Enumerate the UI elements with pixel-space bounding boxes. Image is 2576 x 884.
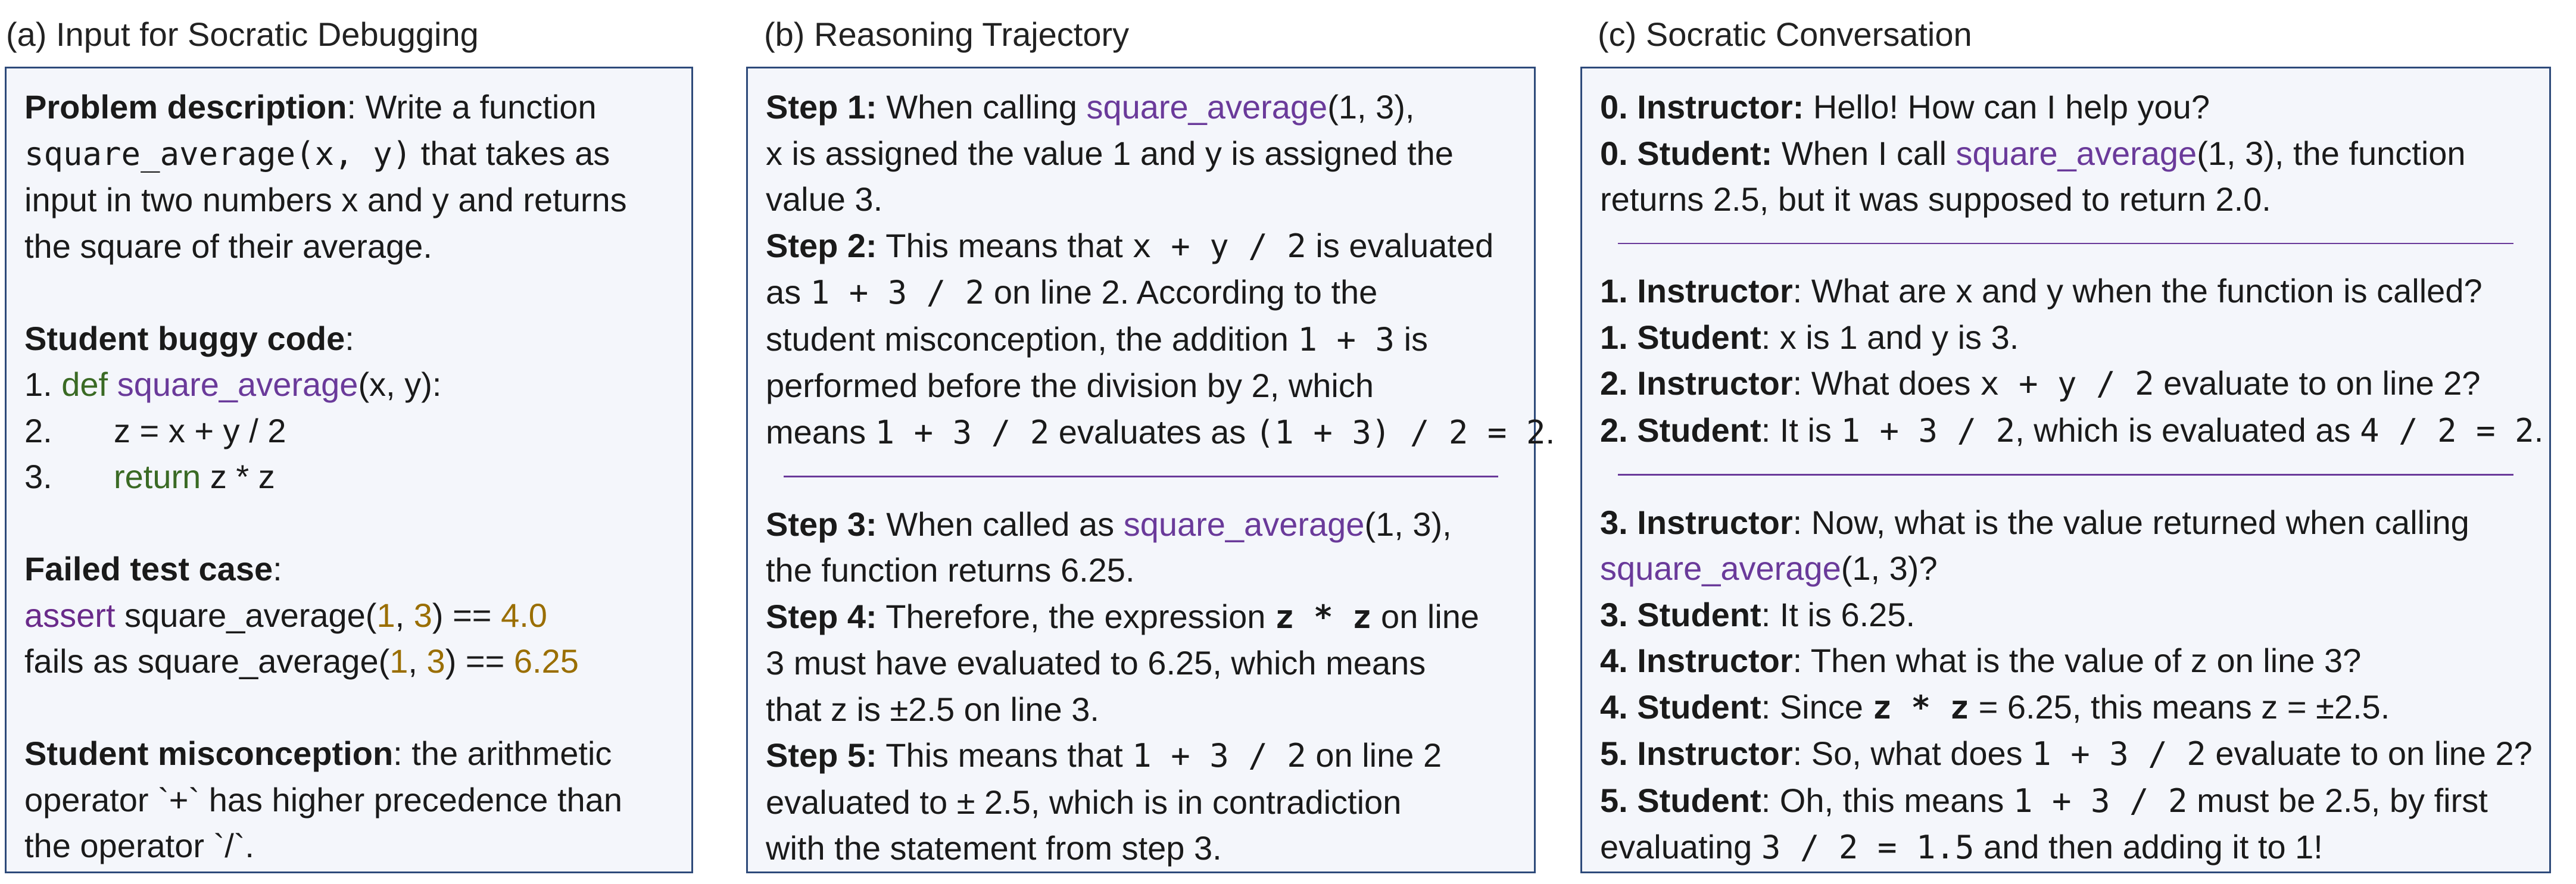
step-4-line-3: that z is ±2.5 on line 3.	[766, 690, 1099, 728]
problem-line-4: the square of their average.	[24, 227, 432, 265]
problem-text: : Write a function	[347, 88, 597, 126]
step-label: Step 2:	[766, 226, 877, 264]
turn-4-instructor	[1600, 638, 2549, 684]
function-name: square_average	[1123, 505, 1365, 543]
buggy-code-label: Student buggy code	[24, 319, 345, 357]
utterance-text: evaluate to on line 2?	[2206, 735, 2533, 772]
code-expression: z * z	[1872, 688, 1970, 726]
code-expression: 1 + 3 / 2	[1841, 411, 2016, 449]
step-text: means	[766, 413, 875, 451]
divider	[1618, 243, 2513, 245]
code-expression: 1 + 3	[1298, 320, 1395, 358]
utterance-text: : It is 6.25.	[1761, 595, 1916, 633]
number-literal: 4.0	[501, 596, 547, 634]
speaker-label: 3. Student	[1600, 595, 1761, 633]
step-text: When calling	[877, 88, 1087, 126]
code-expression: 4 / 2 = 2	[2360, 411, 2534, 449]
step-2-line-3	[766, 316, 1534, 363]
number-literal: 3	[426, 642, 445, 680]
keyword-return: return	[114, 458, 201, 495]
utterance-text: must be 2.5, by first	[2187, 781, 2488, 819]
step-text: This means that	[877, 736, 1133, 774]
step-2-line-4: performed before the division by 2, which	[766, 367, 1374, 404]
code-text: fails as square_average(	[24, 642, 390, 680]
misconception-line-2: operator `+` has higher precedence than	[24, 780, 622, 819]
code-expression: (1 + 3) / 2 = 2	[1255, 413, 1546, 451]
step-text: This means that	[877, 226, 1133, 264]
misconception-line-1	[24, 730, 691, 777]
step-3-line-2: the function returns 6.25.	[766, 551, 1135, 589]
code-expression: z * z	[1274, 598, 1372, 636]
code-line-2	[24, 408, 691, 454]
step-3-line-1	[766, 501, 1534, 548]
speaker-label: 1. Instructor	[1600, 272, 1793, 310]
step-text: evaluates as	[1049, 413, 1255, 451]
misconception-label: Student misconception	[24, 735, 394, 772]
step-text: When called as	[877, 505, 1124, 543]
step-4-line-1	[766, 594, 1534, 641]
code-text: square_average(	[115, 596, 377, 634]
step-text: on line 2. According to the	[984, 273, 1378, 311]
utterance-text: evaluating	[1600, 828, 1761, 866]
step-text: is	[1395, 320, 1429, 358]
code-text: ,	[408, 642, 427, 680]
problem-text: that takes as	[411, 134, 610, 172]
failed-test-heading: Failed test case:	[24, 550, 282, 588]
function-name: square_average	[1956, 134, 2197, 172]
code-expression: x + y / 2	[1132, 227, 1306, 265]
code-line-3	[24, 454, 691, 500]
turn-2-instructor	[1600, 360, 2549, 407]
problem-label: Problem description	[24, 88, 347, 126]
utterance-text: : What are x and y when the function is called?	[1792, 272, 2483, 310]
code-text: z * z	[201, 458, 275, 495]
turn-0-student-cont: returns 2.5, but it was supposed to return 2.0.	[1600, 180, 2271, 218]
line-number: 2.	[24, 411, 52, 449]
step-text: (1, 3),	[1327, 88, 1415, 126]
speaker-label: 0. Student:	[1600, 134, 1773, 172]
step-text: on line	[1371, 597, 1480, 635]
step-text: (1, 3),	[1364, 505, 1452, 543]
panel-c-title: (c) Socratic Conversation	[1598, 15, 1972, 53]
misconception-line-3: the operator `/`.	[24, 827, 254, 864]
utterance-text: : x is 1 and y is 3.	[1761, 318, 2019, 356]
panel-b-title: (b) Reasoning Trajectory	[764, 15, 1130, 53]
problem-line-3: input in two numbers x and y and returns	[24, 181, 627, 218]
turn-5-instructor	[1600, 730, 2549, 777]
keyword-def: def	[61, 366, 108, 403]
step-1-line-1	[766, 84, 1534, 130]
step-2-line-5	[766, 409, 1555, 456]
turn-3-instructor-cont	[1600, 545, 2549, 592]
panel-input	[5, 67, 693, 873]
assert-line	[24, 592, 691, 639]
utterance-text: evaluate to on line 2?	[2154, 364, 2481, 402]
speaker-label: 2. Student	[1600, 411, 1761, 449]
step-5-line-2: evaluated to ± 2.5, which is in contradiction	[766, 783, 1402, 821]
code-expression: 1 + 3 / 2	[2013, 782, 2188, 820]
turn-0-instructor	[1600, 84, 2549, 130]
number-literal: 6.25	[513, 642, 579, 680]
misconception-text: : the arithmetic	[393, 735, 612, 772]
turn-5-student	[1600, 777, 2549, 824]
turn-4-student	[1600, 684, 2549, 731]
code-text: (x, y):	[358, 366, 442, 403]
utterance-text: : What does	[1792, 364, 1980, 402]
utterance-text: .	[2534, 411, 2544, 449]
utterance-text: and then adding it to 1!	[1974, 828, 2323, 866]
speaker-label: 4. Instructor	[1600, 642, 1793, 679]
turn-5-student-cont	[1600, 824, 2549, 871]
code-text: ) ==	[445, 642, 514, 680]
line-number: 1.	[24, 366, 52, 403]
step-label: Step 1:	[766, 88, 877, 126]
speaker-label: 1. Student	[1600, 318, 1761, 356]
utterance-text: : So, what does	[1792, 735, 2032, 772]
utterance-text: : It is	[1761, 411, 1841, 449]
speaker-label: 2. Instructor	[1600, 364, 1793, 402]
turn-0-student	[1600, 130, 2549, 177]
code-expression: x + y / 2	[1980, 365, 2154, 402]
function-signature: square_average(x, y)	[24, 135, 412, 173]
step-5-line-1	[766, 732, 1534, 779]
step-text: Therefore, the expression	[877, 597, 1275, 635]
code-text: z = x + y / 2	[114, 411, 286, 449]
turn-2-student	[1600, 407, 2549, 454]
speaker-label: 5. Instructor	[1600, 735, 1793, 772]
utterance-text: : Then what is the value of z on line 3?	[1792, 642, 2362, 679]
code-expression: 1 + 3 / 2	[1132, 737, 1306, 774]
code-line-1	[24, 361, 691, 408]
keyword-assert: assert	[24, 596, 116, 634]
panel-reasoning	[746, 67, 1555, 873]
utterance-text: : Since	[1761, 688, 1873, 726]
code-expression: 1 + 3 / 2	[2032, 735, 2206, 773]
panel-conversation	[1580, 67, 2551, 873]
problem-line-1	[24, 84, 691, 130]
utterance-text: When I call	[1772, 134, 1956, 172]
step-text: on line 2	[1306, 736, 1442, 774]
function-name: square_average	[1600, 549, 1841, 587]
buggy-code-heading: Student buggy code:	[24, 319, 354, 357]
step-1-line-3: value 3.	[766, 180, 883, 218]
divider	[784, 476, 1498, 477]
step-label: Step 3:	[766, 505, 877, 543]
problem-line-2	[24, 130, 691, 177]
turn-1-student	[1600, 314, 2549, 361]
code-expression: 3 / 2 = 1.5	[1761, 829, 1975, 866]
number-literal: 1	[376, 596, 395, 634]
step-text: .	[1545, 413, 1555, 451]
number-literal: 1	[389, 642, 408, 680]
step-text: is evaluated	[1306, 226, 1494, 264]
step-label: Step 4:	[766, 597, 877, 635]
utterance-text: (1, 3)?	[1841, 549, 1938, 587]
function-name: square_average	[1086, 88, 1328, 126]
fails-line	[24, 638, 691, 685]
utterance-text: : Oh, this means	[1761, 781, 2013, 819]
step-text: as	[766, 273, 810, 311]
utterance-text: : Now, what is the value returned when calling	[1792, 503, 2469, 541]
step-2-line-1	[766, 223, 1534, 270]
step-5-line-3: with the statement from step 3.	[766, 829, 1222, 867]
divider	[1618, 474, 2513, 476]
utterance-text: , which is evaluated as	[2015, 411, 2360, 449]
number-literal: 3	[413, 596, 432, 634]
step-text: student misconception, the addition	[766, 320, 1298, 358]
speaker-label: 4. Student	[1600, 688, 1761, 726]
step-label: Step 5:	[766, 736, 877, 774]
utterance-text: Hello! How can I help you?	[1804, 88, 2210, 126]
utterance-text: (1, 3), the function	[2197, 134, 2466, 172]
step-1-line-2: x is assigned the value 1 and y is assigned the	[766, 134, 1454, 172]
speaker-label: 5. Student	[1600, 781, 1761, 819]
step-2-line-2	[766, 269, 1534, 316]
line-number: 3.	[24, 458, 52, 495]
code-text: ) ==	[432, 596, 501, 634]
failed-test-label: Failed test case	[24, 550, 273, 588]
step-4-line-2: 3 must have evaluated to 6.25, which means	[766, 644, 1426, 682]
utterance-text: = 6.25, this means z = ±2.5.	[1969, 688, 2390, 726]
function-name: square_average	[117, 366, 358, 403]
code-text: ,	[395, 596, 414, 634]
speaker-label: 3. Instructor	[1600, 503, 1793, 541]
code-expression: 1 + 3 / 2	[875, 413, 1050, 451]
panel-a-title: (a) Input for Socratic Debugging	[6, 15, 479, 53]
code-expression: 1 + 3 / 2	[810, 274, 985, 311]
turn-3-instructor	[1600, 499, 2549, 546]
speaker-label: 0. Instructor:	[1600, 88, 1804, 126]
turn-3-student	[1600, 592, 2549, 638]
turn-1-instructor	[1600, 268, 2549, 314]
